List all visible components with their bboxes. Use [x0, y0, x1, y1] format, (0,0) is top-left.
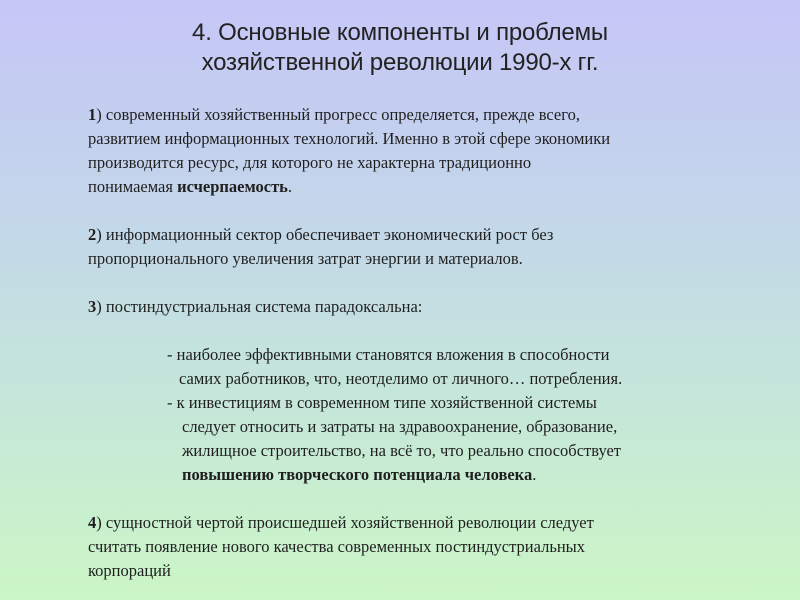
- paragraph-4-line-3: корпораций: [88, 561, 171, 580]
- paragraph-2-line-2: пропорционального увеличения затрат энергии и материалов.: [88, 249, 523, 268]
- paragraph-4-number: 4: [88, 513, 97, 532]
- paragraph-3-number: 3: [88, 297, 97, 316]
- paragraph-2-number: 2: [88, 225, 97, 244]
- list-item-2-line-1: - к инвестициям в современном типе хозяйственной системы: [167, 393, 597, 412]
- paragraph-1: [88, 103, 768, 199]
- paragraph-1-line-4: понимаемая исчерпаемость.: [88, 177, 293, 196]
- list-item-1-line-1: - наиболее эффективными становятся вложения в способности: [167, 345, 610, 364]
- list-item-2-line-2: следует относить и затраты на здравоохранение, образование,: [182, 417, 618, 436]
- paragraph-4-line-1: 4) сущностной чертой происшедшей хозяйственной революции следует: [88, 513, 594, 532]
- paragraph-4-line-2: считать появление нового качества современных постиндустриальных: [88, 537, 586, 556]
- paragraph-3-line-1: 3) постиндустриальная система парадоксальна:: [88, 297, 423, 316]
- paragraph-1-line-1: 1) современный хозяйственный прогресс определяется, прежде всего,: [88, 105, 580, 124]
- slide-body: [88, 103, 768, 583]
- list-item-1-line-2: самих работников, что, неотделимо от личного… потребления.: [179, 369, 623, 388]
- paragraph-4: [88, 511, 768, 583]
- list-item: [167, 343, 768, 391]
- title-line-2: хозяйственной революции 1990-х гг.: [201, 49, 599, 76]
- emphasis-creative-potential: повышению творческого потенциала человека: [182, 465, 533, 484]
- paragraph-1-line-2: развитием информационных технологий. Именно в этой сфере экономики: [88, 129, 611, 148]
- slide-title: [0, 18, 800, 78]
- paragraph-2-line-1: 2) информационный сектор обеспечивает экономический рост без: [88, 225, 554, 244]
- title-line-1: 4. Основные компоненты и проблемы: [192, 19, 608, 46]
- paragraph-3-list: [88, 343, 768, 487]
- paragraph-3: [88, 295, 768, 319]
- list-item-2-line-4: повышению творческого потенциала человека.: [182, 465, 537, 484]
- list-item: [167, 391, 768, 487]
- paragraph-2: [88, 223, 768, 271]
- paragraph-1-number: 1: [88, 105, 97, 124]
- paragraph-1-line-3: производится ресурс, для которого не характерна традиционно: [88, 153, 532, 172]
- emphasis-exhaustibility: исчерпаемость: [177, 177, 288, 196]
- list-item-2-line-3: жилищное строительство, на всё то, что реально способствует: [182, 441, 622, 460]
